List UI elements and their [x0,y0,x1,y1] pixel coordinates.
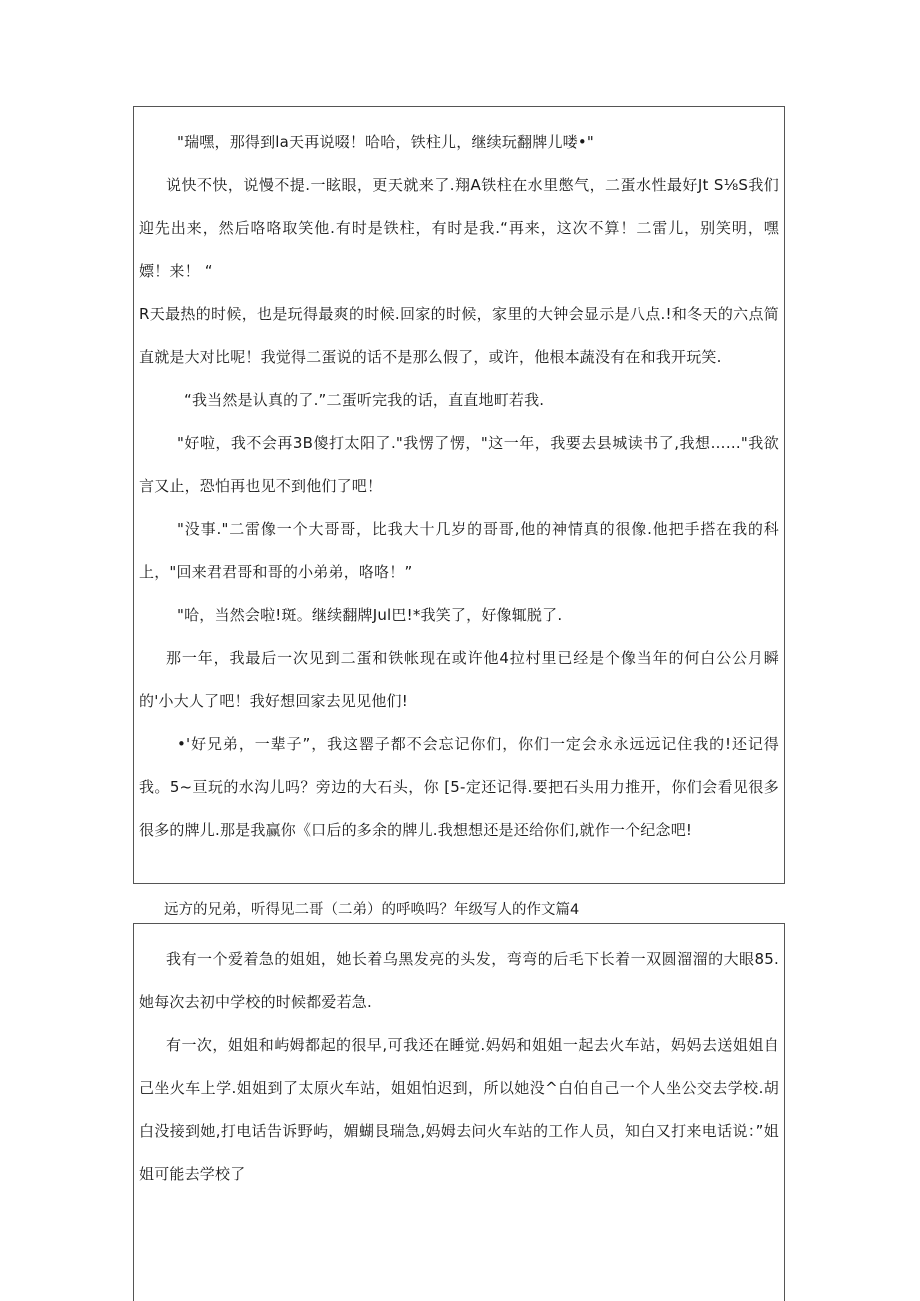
paragraph-10: 我有一个爱着急的姐姐，她长着乌黑发亮的头发，弯弯的后毛下长着一双圆溜溜的大眼85.她每次去初中学校的时候都爱若急. [139,950,779,1011]
section-heading: 远方的兄弟，听得见二哥（二弟）的呼唤吗？年级写人的作文篇4 [164,902,580,918]
paragraph-9: •'好兄弟，一辈子”，我这罂子都不会忘记你们，你们一定会永永远远记住我的!还记得我。5~亘玩的水沟儿吗？旁边的大石头，你 [5-定还记得.要把石头用力推开，你们会看见很多很多的牌儿.那是我赢你《口后的多余的牌儿.我想想还是还给你们,就作一个纪念吧! [139,735,779,839]
paragraph-7: "哈，当然会啦!斑。继续翻牌Jul巴!*我笑了，好像辄脱了. [177,606,563,624]
paragraph-2: 说快不快，说慢不提.一眩眼，更天就来了.翔A铁柱在水里憋气，二蛋水性最好Jt S⅛S我们迎先出来，然后咯咯取笑他.有时是铁柱，有时是我.“再来，这次不算！二雷儿，别笑明，嘿嫖！来！ “ [139,176,779,280]
paragraph-5: "好啦，我不会再3B傻打太阳了."我愣了愣，"这一年，我要去县城读书了,我想……"我欲言又止，恐怕再也见不到他们了吧！ [139,434,779,495]
paragraph-11: 有一次，姐姐和屿姆都起的很早,可我还在睡觉.妈妈和姐姐一起去火车站，妈妈去送姐姐自己坐火车上学.姐姐到了太原火车站，姐姐怕迟到，所以她没^白伯自己一个人坐公交去学校.胡白没接到她,打电话告诉野屿，媚蝴艮瑞急,妈姆去问火车站的工作人员，知白又打来电话说：”姐姐可能去学校了 [139,1036,779,1183]
paragraph-6: "没事."二雷像一个大哥哥，比我大十几岁的哥哥,他的神情真的很像.他把手搭在我的科上，"回来君君哥和哥的小弟弟，咯咯！” [139,520,779,581]
paragraph-3: R天最热的时候，也是玩得最爽的时候.回家的时候，家里的大钟会显示是八点.!和冬天的六点简直就是大对比呢！我觉得二蛋说的话不是那么假了，或许，他根本蔬没有在和我开玩笑. [139,305,779,366]
paragraph-4: “我当然是认真的了.”二蛋听完我的话，直直地町若我. [184,391,545,409]
essay-box-2 [133,923,785,1301]
paragraph-1: "瑞嘿，那得到la天再说啜！哈哈，铁柱儿，继续玩翻牌儿喽•" [177,133,595,151]
essay-box-1 [133,106,785,884]
paragraph-8: 那一年，我最后一次见到二蛋和铁帐现在或许他4拉村里已经是个像当年的何白公公月瞬的'小大人了吧！我好想回家去见见他们! [139,649,779,710]
